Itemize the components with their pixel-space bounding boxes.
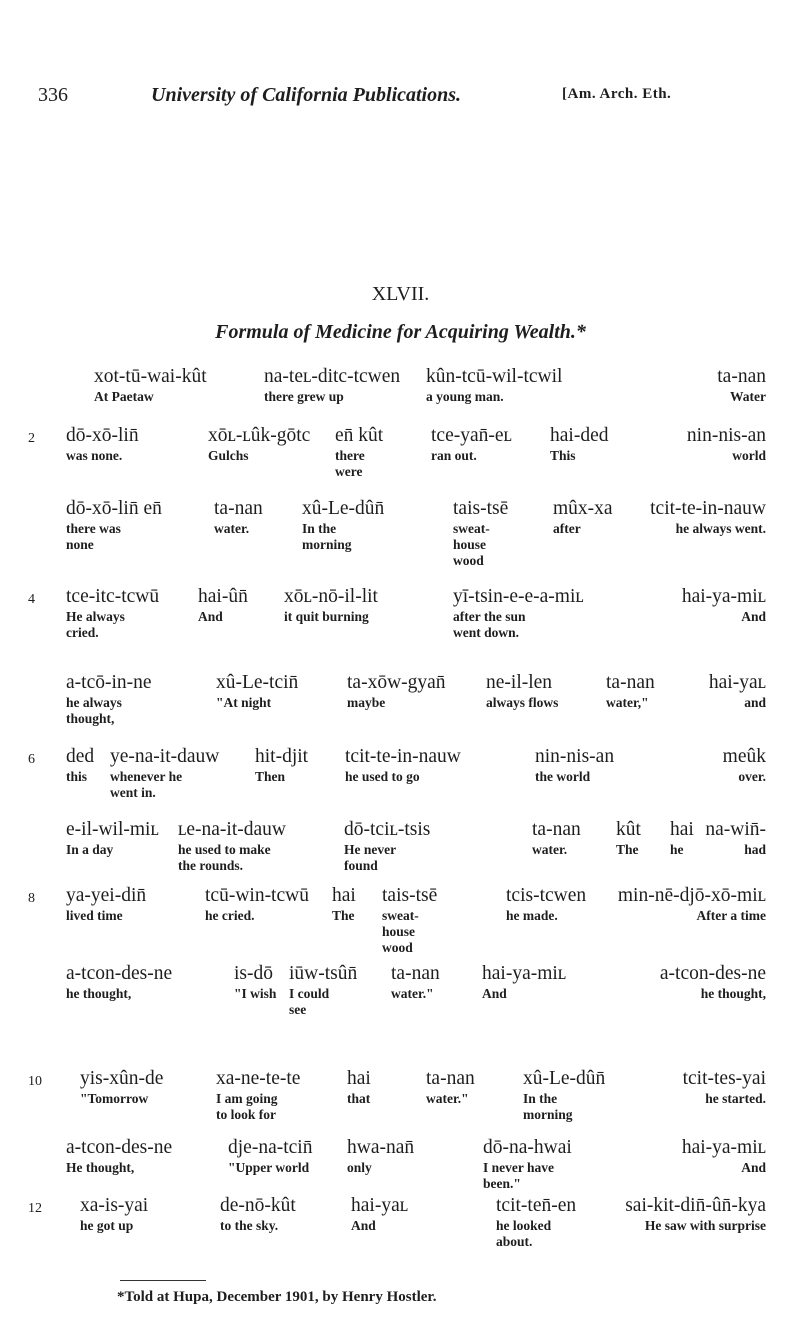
english-gloss: "Tomorrow (80, 1091, 149, 1106)
english-gloss: "I wish (234, 986, 277, 1001)
native-word: tce-yan̄-eʟ (431, 425, 512, 446)
english-gloss: it quit burning (284, 609, 369, 624)
english-gloss: I am going to look for (216, 1091, 278, 1122)
word-pair (216, 671, 298, 711)
native-word: dō-na-hwai (483, 1137, 572, 1158)
native-word: ya-yei-din̄ (66, 885, 147, 906)
word-pair (687, 424, 766, 464)
word-pair (66, 497, 162, 553)
native-word: xû-Le-tcin̄ (216, 672, 299, 693)
english-gloss: He saw with surprise (644, 1218, 766, 1233)
word-pair (523, 1067, 605, 1123)
native-word: sai-kit-din̄-ûn̄-kya (625, 1195, 766, 1216)
word-pair (618, 884, 766, 924)
native-word: dō-xō-lin̄ en̄ (66, 498, 162, 519)
word-pair (550, 424, 608, 464)
native-word: tce-itc-tcwū (66, 586, 160, 607)
english-gloss: He never found (344, 842, 397, 873)
native-word: ta-xōw-gyan̄ (347, 672, 446, 693)
english-gloss: water. (532, 842, 568, 857)
word-pair (535, 745, 614, 785)
english-gloss: water," (606, 695, 649, 710)
english-gloss: sweat- house wood (382, 908, 419, 955)
word-pair (426, 1067, 475, 1107)
running-header (0, 84, 801, 114)
line-number: 6 (28, 752, 35, 767)
english-gloss: I could see (289, 986, 330, 1017)
english-gloss: he always thought, (66, 695, 122, 726)
native-word: ne-il-len (486, 672, 553, 693)
english-gloss: maybe (347, 695, 386, 710)
word-pair (208, 424, 310, 464)
line-number: 8 (28, 891, 35, 906)
word-pair (220, 1194, 296, 1234)
native-word: xa-ne-te-te (216, 1068, 301, 1089)
word-pair (178, 818, 286, 874)
word-pair (496, 1194, 576, 1250)
word-pair (66, 585, 159, 641)
english-gloss: I never have been." (483, 1160, 554, 1191)
native-word: tcit-te-in-nauw (650, 498, 766, 519)
native-word: tais-tsē (382, 885, 438, 906)
english-gloss: This (550, 448, 576, 463)
word-pair (351, 1194, 408, 1234)
native-word: meûk (722, 746, 766, 767)
english-gloss: that (347, 1091, 371, 1106)
word-pair (345, 745, 461, 785)
native-word: ye-na-it-dauw (110, 746, 220, 767)
publication-title: University of California Publications. (151, 84, 462, 106)
native-word: hai-ya-miʟ (482, 963, 567, 984)
native-word: a-tcō-in-ne (66, 672, 152, 693)
native-word: xû-Le-dûn̄ (523, 1068, 606, 1089)
native-word: hai (347, 1068, 371, 1089)
native-word: ta-nan (426, 1068, 475, 1089)
native-word: xa-is-yai (80, 1195, 149, 1216)
native-word: tcū-win-tcwū (205, 885, 309, 906)
native-word: tcit-ten̄-en (496, 1195, 577, 1216)
word-pair (80, 1067, 163, 1107)
word-pair (302, 497, 384, 553)
english-gloss: lived time (66, 908, 123, 923)
native-word: xot-tū-wai-kût (94, 366, 207, 387)
english-gloss: whenever he went in. (110, 769, 183, 800)
word-pair (264, 365, 400, 405)
english-gloss: water." (426, 1091, 469, 1106)
line-number: 12 (28, 1201, 42, 1216)
native-word: ta-nan (214, 498, 263, 519)
word-pair (705, 818, 766, 858)
native-word: ta-nan (717, 366, 766, 387)
word-pair (709, 671, 766, 711)
word-pair (289, 962, 357, 1018)
word-pair (66, 1136, 172, 1176)
english-gloss: water." (391, 986, 434, 1001)
word-pair (332, 884, 356, 924)
line-number: 10 (28, 1074, 42, 1089)
footnote-rule (120, 1280, 206, 1281)
word-pair (335, 424, 383, 480)
native-word: tcit-te-in-nauw (345, 746, 461, 767)
english-gloss: had (744, 842, 766, 857)
native-word: en̄ kût (335, 425, 384, 446)
word-pair (616, 818, 641, 858)
native-word: tais-tsē (453, 498, 509, 519)
native-word: a-tcon-des-ne (66, 963, 173, 984)
native-word: ʟe-na-it-dauw (178, 819, 286, 840)
english-gloss: world (732, 448, 766, 463)
native-word: hwa-nan̄ (347, 1137, 415, 1158)
native-word: hai-yaʟ (708, 672, 766, 693)
english-gloss: Then (255, 769, 286, 784)
word-pair (347, 1136, 414, 1176)
word-pair (66, 745, 94, 785)
english-gloss: he thought, (700, 986, 766, 1001)
native-word: iūw-tsûn̄ (289, 963, 358, 984)
english-gloss: he cried. (205, 908, 255, 923)
word-pair (453, 497, 508, 569)
word-pair (347, 1067, 371, 1107)
native-word: ded (66, 746, 95, 767)
word-pair (650, 497, 766, 537)
line-number: 2 (28, 431, 35, 446)
english-gloss: there were (335, 448, 365, 479)
native-word: ta-nan (532, 819, 581, 840)
line-number: 4 (28, 592, 35, 607)
native-word: hai-ûn̄ (198, 586, 248, 607)
english-gloss: ran out. (431, 448, 477, 463)
english-gloss: he used to go (345, 769, 420, 784)
word-pair (431, 424, 512, 464)
native-word: hai-ya-miʟ (681, 1137, 766, 1158)
word-pair (682, 1136, 766, 1176)
word-pair (205, 884, 309, 924)
native-word: hai-ya-miʟ (681, 586, 766, 607)
english-gloss: The (332, 908, 355, 923)
word-pair (110, 745, 219, 801)
native-word: xōʟ-nō-il-lit (284, 586, 378, 607)
word-pair (426, 365, 562, 405)
word-pair (255, 745, 308, 785)
native-word: dō-xō-lin̄ (66, 425, 139, 446)
english-gloss: after the sun went down. (453, 609, 526, 640)
english-gloss: And (351, 1218, 376, 1233)
native-word: dje-na-tcin̄ (228, 1137, 313, 1158)
english-gloss: this (66, 769, 88, 784)
footnote: *Told at Hupa, December 1901, by Henry Hostler. (117, 1289, 437, 1305)
english-gloss: a young man. (426, 389, 504, 404)
english-gloss: he looked about. (496, 1218, 552, 1249)
english-gloss: The (616, 842, 639, 857)
english-gloss: after (553, 521, 581, 536)
english-gloss: In the morning (523, 1091, 573, 1122)
english-gloss: "At night (216, 695, 272, 710)
native-word: tcis-tcwen (506, 885, 587, 906)
english-gloss: he used to make the rounds. (178, 842, 271, 873)
english-gloss: was none. (66, 448, 123, 463)
english-gloss: always flows (486, 695, 559, 710)
text-number: XLVII. (371, 283, 430, 305)
english-gloss: Water (730, 389, 766, 404)
english-gloss: In a day (66, 842, 114, 857)
native-word: hai-yaʟ (351, 1195, 409, 1216)
word-pair (347, 671, 446, 711)
english-gloss: water. (214, 521, 250, 536)
word-pair (682, 585, 766, 625)
word-pair (483, 1136, 572, 1192)
native-word: min-nē-djō-xō-miʟ (617, 885, 766, 906)
native-word: e-il-wil-miʟ (66, 819, 159, 840)
word-pair (198, 585, 248, 625)
native-word: dō-tciʟ-tsis (344, 819, 431, 840)
native-word: de-nō-kût (220, 1195, 296, 1216)
english-gloss: he thought, (66, 986, 132, 1001)
english-gloss: He thought, (66, 1160, 135, 1175)
word-pair (234, 962, 276, 1002)
word-pair (66, 424, 139, 464)
word-pair (532, 818, 581, 858)
word-pair (482, 962, 566, 1002)
word-pair (717, 365, 766, 405)
english-gloss: to the sky. (220, 1218, 279, 1233)
english-gloss: He always cried. (66, 609, 125, 640)
word-pair (625, 1194, 766, 1234)
english-gloss: sweat- house wood (453, 521, 490, 568)
text-title: Formula of Medicine for Acquiring Wealth.* (215, 321, 586, 343)
english-gloss: After a time (696, 908, 766, 923)
english-gloss: and (744, 695, 766, 710)
word-pair (66, 671, 152, 727)
native-word: yis-xûn-de (80, 1068, 164, 1089)
english-gloss: he started. (705, 1091, 766, 1106)
native-word: hai (670, 819, 694, 840)
native-word: na-teʟ-ditc-tcwen (264, 366, 401, 387)
native-word: tcit-tes-yai (682, 1068, 766, 1089)
english-gloss: over. (738, 769, 766, 784)
english-gloss: And (741, 609, 766, 624)
english-gloss: he always went. (675, 521, 766, 536)
word-pair (683, 1067, 766, 1107)
native-word: nin-nis-an (535, 746, 615, 767)
native-word: a-tcon-des-ne (659, 963, 766, 984)
native-word: hai-ded (550, 425, 609, 446)
word-pair (391, 962, 440, 1002)
word-pair (80, 1194, 148, 1234)
english-gloss: And (741, 1160, 766, 1175)
native-word: ta-nan (391, 963, 440, 984)
native-word: xōʟ-ʟûk-gōtc (208, 425, 311, 446)
native-word: na-win̄- (705, 819, 766, 840)
native-word: is-dō (234, 963, 273, 984)
word-pair (216, 1067, 300, 1123)
native-word: nin-nis-an (686, 425, 766, 446)
word-pair (453, 585, 584, 641)
word-pair (486, 671, 558, 711)
native-word: yī-tsin-e-e-a-miʟ (453, 586, 584, 607)
word-pair (660, 962, 766, 1002)
word-pair (382, 884, 437, 956)
word-pair (228, 1136, 312, 1176)
english-gloss: the world (535, 769, 591, 784)
english-gloss: At Paetaw (94, 389, 154, 404)
native-word: kût (616, 819, 641, 840)
word-pair (723, 745, 766, 785)
word-pair (94, 365, 207, 405)
native-word: a-tcon-des-ne (66, 1137, 173, 1158)
word-pair (66, 818, 159, 858)
english-gloss: Gulchs (208, 448, 249, 463)
english-gloss: "Upper world (228, 1160, 310, 1175)
word-pair (606, 671, 655, 711)
word-pair (670, 818, 694, 858)
english-gloss: only (347, 1160, 372, 1175)
native-word: ta-nan (606, 672, 655, 693)
word-pair (344, 818, 430, 874)
native-word: hai (332, 885, 356, 906)
english-gloss: he made. (506, 908, 558, 923)
english-gloss: there grew up (264, 389, 344, 404)
english-gloss: he (670, 842, 684, 857)
word-pair (66, 962, 172, 1002)
word-pair (284, 585, 378, 625)
word-pair (553, 497, 613, 537)
native-word: mûx-xa (553, 498, 613, 519)
english-gloss: And (482, 986, 507, 1001)
english-gloss: And (198, 609, 223, 624)
english-gloss: there was none (66, 521, 121, 552)
word-pair (66, 884, 146, 924)
native-word: kûn-tcū-wil-tcwil (426, 366, 563, 387)
native-word: hit-djit (255, 746, 309, 767)
native-word: xû-Le-dûn̄ (302, 498, 385, 519)
word-pair (214, 497, 263, 537)
english-gloss: he got up (80, 1218, 134, 1233)
english-gloss: In the morning (302, 521, 352, 552)
word-pair (506, 884, 586, 924)
series-title: [Am. Arch. Eth. (562, 86, 672, 102)
page-number: 336 (38, 84, 68, 106)
